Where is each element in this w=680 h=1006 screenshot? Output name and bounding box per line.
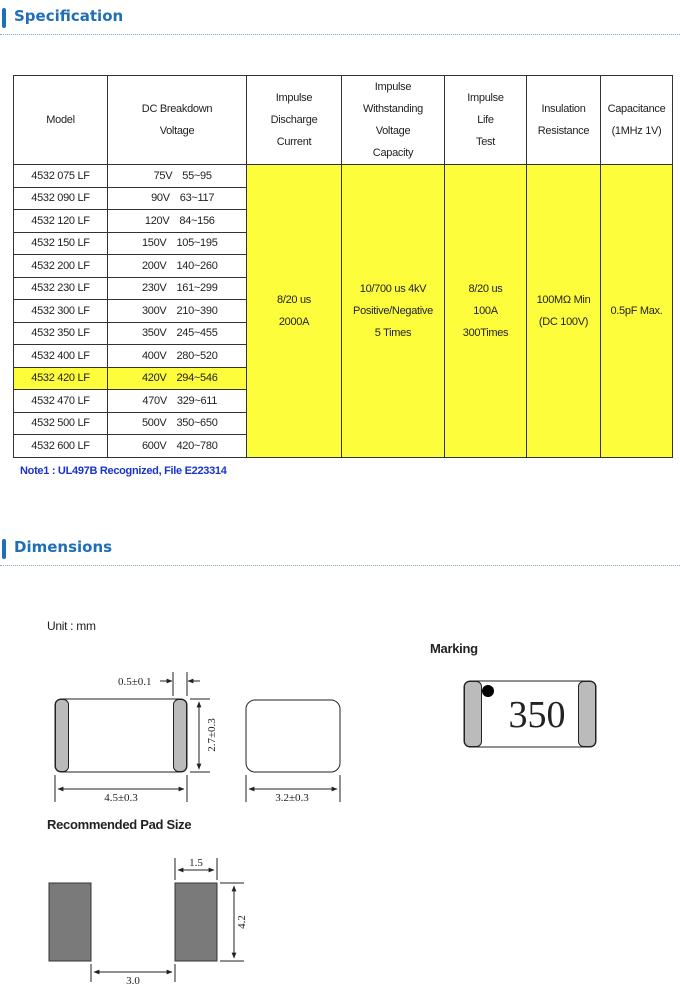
header-model: Model	[14, 76, 108, 165]
chip-terminal-left	[56, 700, 69, 772]
marking-terminal-left	[465, 682, 482, 747]
length-dimension-label: 4.5±0.3	[104, 792, 138, 804]
voltage-cell: 75V 55~95	[108, 165, 247, 188]
height-dimension-label: 2.7±0.3	[206, 718, 218, 752]
marking-view	[464, 681, 596, 747]
pad-gap-label: 3.0	[126, 975, 140, 987]
pad-width-label: 1.5	[189, 857, 203, 869]
marking-title: Marking	[430, 641, 478, 656]
voltage-cell: 120V 84~156	[108, 210, 247, 233]
chip-top-view	[55, 699, 187, 772]
chip-side-view	[246, 700, 340, 772]
model-cell: 4532 230 LF	[14, 277, 108, 300]
pad-size-title: Recommended Pad Size	[47, 817, 192, 832]
chip-body	[55, 699, 187, 772]
insulation-cell: 100MΩ Min (DC 100V)	[527, 165, 601, 458]
voltage-cell: 420V 294~546	[108, 367, 247, 390]
header-capacitance: Capacitance (1MHz 1V)	[601, 76, 673, 165]
specification-title: Specification	[14, 7, 124, 25]
capacitance-cell: 0.5pF Max.	[601, 165, 673, 458]
model-cell: 4532 120 LF	[14, 210, 108, 233]
header-insulation: Insulation Resistance	[527, 76, 601, 165]
note-text: Note1 : UL497B Recognized, File E223314	[20, 465, 227, 477]
pad-dimensions	[91, 858, 244, 982]
model-cell: 4532 075 LF	[14, 165, 108, 188]
voltage-cell: 600V 420~780	[108, 435, 247, 458]
impulse-discharge-cell: 8/20 us 2000A	[247, 165, 342, 458]
voltage-cell: 230V 161~299	[108, 277, 247, 300]
voltage-cell: 350V 245~455	[108, 322, 247, 345]
voltage-cell: 400V 280~520	[108, 345, 247, 368]
pin1-dot-icon	[482, 685, 494, 697]
header-dc-breakdown: DC Breakdown Voltage	[108, 76, 247, 165]
voltage-cell: 200V 140~260	[108, 255, 247, 278]
terminal-dimension-label: 0.5±0.1	[118, 676, 152, 688]
voltage-cell: 500V 350~650	[108, 412, 247, 435]
voltage-cell: 470V 329~611	[108, 390, 247, 413]
model-cell: 4532 400 LF	[14, 345, 108, 368]
impulse-withstanding-cell: 10/700 us 4kV Positive/Negative 5 Times	[342, 165, 445, 458]
model-cell: 4532 600 LF	[14, 435, 108, 458]
pad-left	[49, 883, 91, 961]
width-dimension-label: 3.2±0.3	[275, 792, 309, 804]
voltage-cell: 90V 63~117	[108, 187, 247, 210]
model-cell: 4532 420 LF	[14, 367, 108, 390]
model-cell: 4532 090 LF	[14, 187, 108, 210]
model-cell: 4532 300 LF	[14, 300, 108, 323]
impulse-life-cell: 8/20 us 100A 300Times	[445, 165, 527, 458]
model-cell: 4532 350 LF	[14, 322, 108, 345]
voltage-cell: 300V 210~390	[108, 300, 247, 323]
pad-height-label: 4.2	[236, 915, 248, 929]
marking-code: 350	[508, 694, 566, 736]
model-cell: 4532 500 LF	[14, 412, 108, 435]
voltage-cell: 150V 105~195	[108, 232, 247, 255]
header-impulse-withstanding: Impulse Withstanding Voltage Capacity	[342, 76, 445, 165]
pad-right	[175, 883, 217, 961]
header-impulse-discharge: Impulse Discharge Current	[247, 76, 342, 165]
chip-terminal-right	[174, 700, 187, 772]
model-cell: 4532 150 LF	[14, 232, 108, 255]
terminal-dimension	[160, 672, 200, 696]
model-cell: 4532 470 LF	[14, 390, 108, 413]
unit-label: Unit : mm	[47, 619, 96, 633]
marking-terminal-right	[579, 682, 596, 747]
header-impulse-life: Impulse Life Test	[445, 76, 527, 165]
dimensions-title: Dimensions	[14, 538, 113, 556]
model-cell: 4532 200 LF	[14, 255, 108, 278]
